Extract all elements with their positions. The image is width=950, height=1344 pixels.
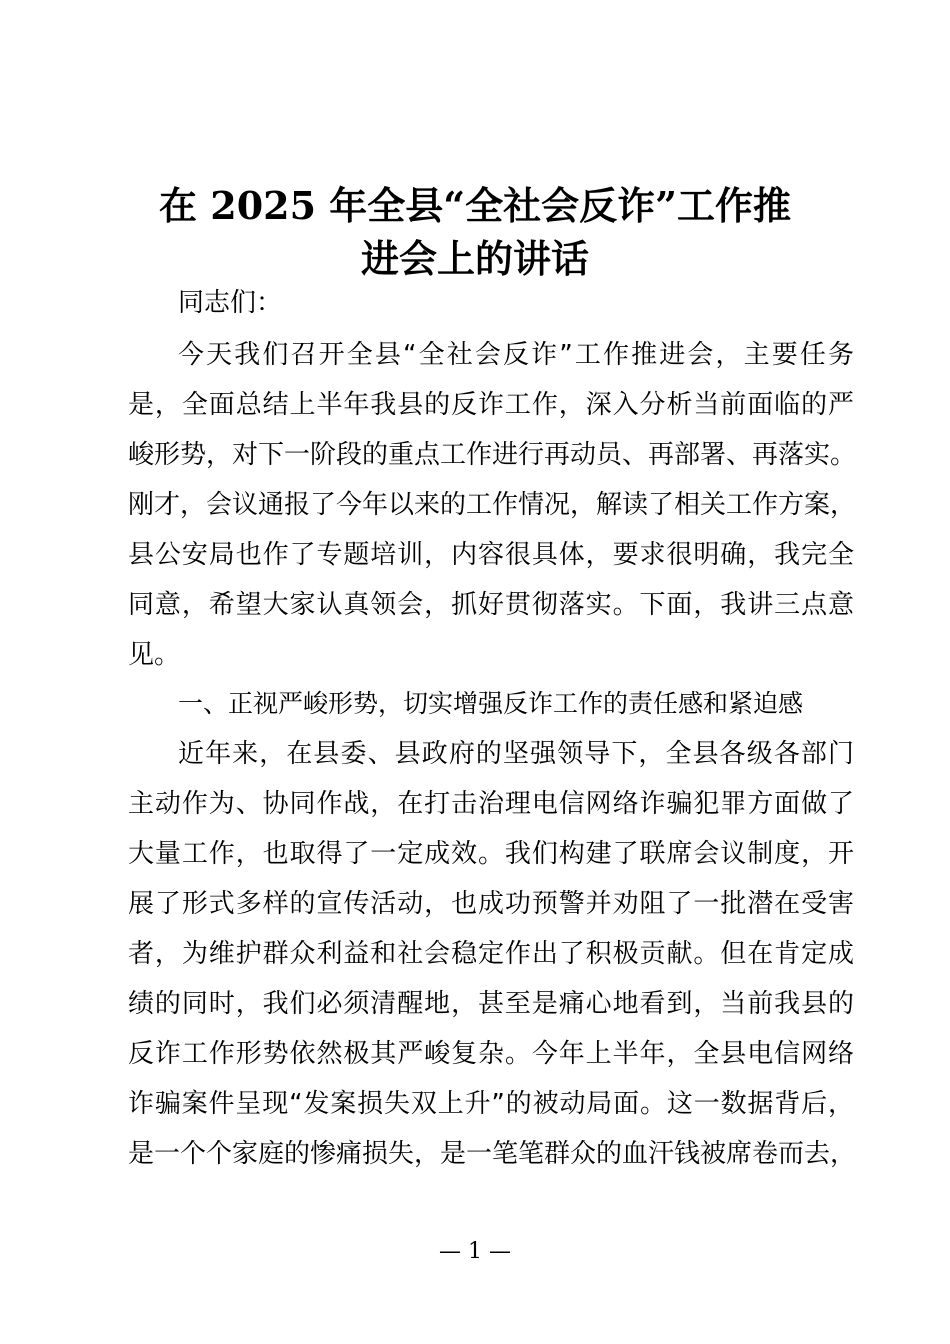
paragraph-line: 主动作为、协同作战，在打击治理电信网络诈骗犯罪方面做了	[128, 789, 854, 819]
paragraph-line: 展了形式多样的宣传活动，也成功预警并劝阻了一批潜在受害	[128, 889, 854, 919]
salutation: 同志们：	[178, 288, 283, 318]
section-heading: 一、正视严峻形势，切实增强反诈工作的责任感和紧迫感	[178, 689, 804, 718]
paragraph-line: 诈骗案件呈现“发案损失双上升”的被动局面。这一数据背后，	[128, 1089, 854, 1119]
document-title-line-1: 在 2025 年全县“全社会反诈”工作推	[159, 183, 791, 228]
paragraph-line: 同意，希望大家认真领会，抓好贯彻落实。下面，我讲三点意	[128, 590, 854, 620]
paragraph-line: 反诈工作形势依然极其严峻复杂。今年上半年，全县电信网络	[128, 1039, 854, 1069]
paragraph-line: 今天我们召开全县“全社会反诈”工作推进会，主要任务	[178, 340, 854, 370]
paragraph-line: 刚才，会议通报了今年以来的工作情况，解读了相关工作方案，	[128, 490, 857, 520]
paragraph-line: 县公安局也作了专题培训，内容很具体，要求很明确，我完全	[128, 540, 854, 570]
paragraph-line: 大量工作，也取得了一定成效。我们构建了联席会议制度，开	[128, 839, 854, 869]
paragraph-line: 见。	[128, 640, 181, 670]
document-title-line-2: 进会上的讲话	[360, 236, 589, 281]
paragraph-line: 绩的同时，我们必须清醒地，甚至是痛心地看到，当前我县的	[128, 989, 854, 1019]
paragraph-line: 是，全面总结上半年我县的反诈工作，深入分析当前面临的严	[128, 390, 854, 420]
paragraph-line: 是一个个家庭的惨痛损失，是一笔笔群众的血汗钱被席卷而去，	[128, 1139, 857, 1169]
paragraph-line: 近年来，在县委、县政府的坚强领导下，全县各级各部门	[178, 739, 854, 769]
paragraph-line: 者，为维护群众利益和社会稳定作出了积极贡献。但在肯定成	[128, 939, 854, 969]
page-number: — 1 —	[439, 1239, 511, 1264]
paragraph-line: 峻形势，对下一阶段的重点工作进行再动员、再部署、再落实。	[128, 440, 857, 470]
